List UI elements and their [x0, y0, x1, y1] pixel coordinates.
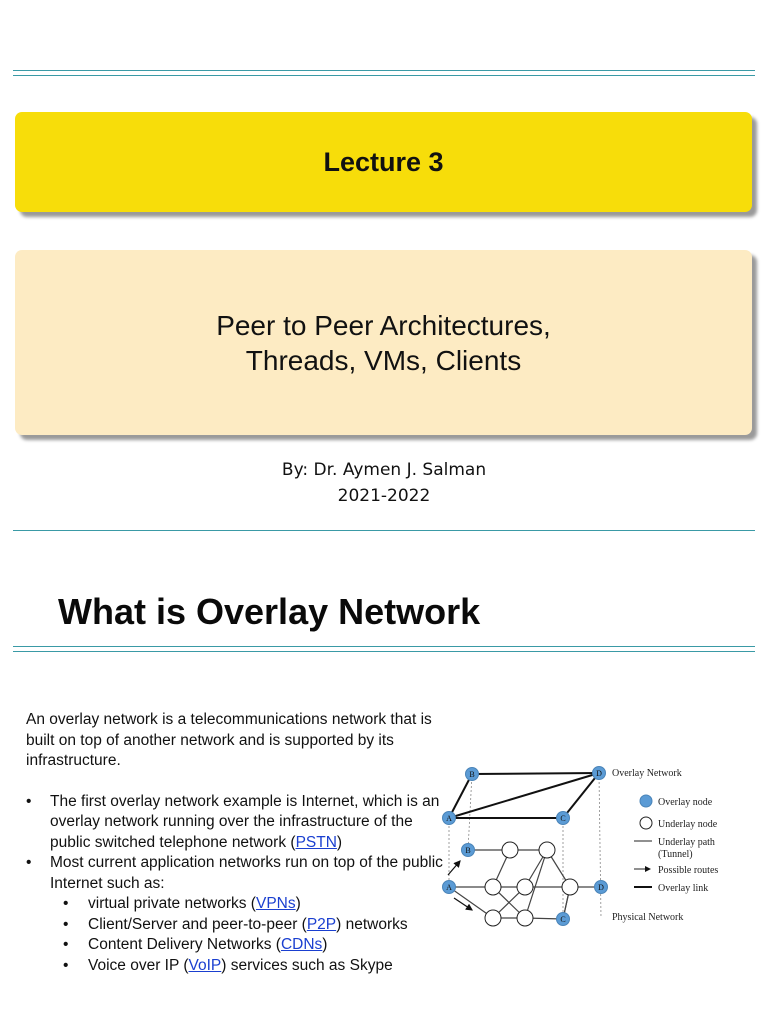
slide-body — [26, 710, 446, 976]
legend-underlay-node: Underlay node — [658, 819, 718, 830]
subtitle-banner — [15, 250, 752, 435]
bullet-internet — [26, 792, 446, 854]
overlay-network-label: Overlay Network — [612, 768, 682, 779]
author-name: By: Dr. Aymen J. Salman — [281, 460, 487, 480]
sub-bullet-text-end: ) — [295, 895, 301, 912]
overlay-node-label: D — [598, 883, 604, 892]
cdn-link[interactable]: CDNs — [280, 936, 323, 953]
overlay-nodes — [443, 767, 608, 926]
legend-underlay-node-swatch — [640, 817, 652, 829]
sub-bullet-text-end: ) networks — [336, 915, 408, 933]
sub-bullet-text-end: ) — [322, 936, 328, 953]
overlay-node-label: B — [465, 846, 471, 855]
slide-heading: What is Overlay Network — [58, 591, 481, 632]
sub-bullet-vpn — [26, 894, 446, 915]
bullet-application-networks: • Most current application networks run on top of the public Internet such as: — [26, 853, 446, 894]
bullet-text: The first overlay network example is Internet, which is an overlay network running over the infrastructure of the public switched telephone network ( — [50, 792, 440, 851]
subtitle-line-2: Threads, VMs, Clients — [245, 344, 522, 376]
p2p-link[interactable]: P2P — [306, 915, 337, 933]
physical-network-label: Physical Network — [612, 912, 684, 923]
sub-bullet-text: Client/Server and peer-to-peer ( — [88, 915, 307, 933]
sub-bullet-p2p — [26, 915, 446, 936]
overlay-node-label: C — [560, 915, 566, 924]
heading-divider — [13, 646, 755, 652]
legend-underlay-path: Underlay path — [658, 837, 715, 848]
intro-paragraph: An overlay network is a telecommunications network that is built on top of another network and is supported by its infrastructure. — [26, 711, 432, 769]
subtitle-line-1: Peer to Peer Architectures, — [216, 309, 551, 341]
slide-separator — [13, 530, 755, 531]
vpn-link[interactable]: VPNs — [255, 895, 296, 912]
sub-bullet-voip — [26, 956, 446, 977]
voip-link[interactable]: VoIP — [188, 956, 222, 974]
overlay-node-label: D — [596, 769, 602, 778]
legend-overlay-node-swatch — [640, 795, 652, 807]
overlay-network-diagram — [436, 760, 746, 935]
lecture-title-banner — [15, 112, 752, 212]
legend-possible-routes: Possible routes — [658, 865, 719, 876]
legend-overlay-link: Overlay link — [658, 883, 709, 894]
legend-tunnel: (Tunnel) — [658, 849, 693, 860]
sub-bullet-text: Content Delivery Networks ( — [88, 936, 281, 953]
academic-year: 2021-2022 — [337, 486, 431, 506]
top-divider — [13, 70, 755, 76]
legend-overlay-node: Overlay node — [658, 797, 713, 808]
sub-bullet-text: Voice over IP ( — [88, 956, 189, 974]
overlay-node-label: B — [469, 770, 475, 779]
lecture-title: Lecture 3 — [323, 146, 444, 177]
legend — [634, 795, 718, 894]
sub-bullet-text-end: ) services such as Skype — [221, 956, 393, 974]
overlay-node-label: C — [560, 814, 566, 823]
sub-bullet-text: virtual private networks ( — [88, 895, 256, 912]
overlay-node-label: A — [446, 883, 452, 892]
sub-bullet-cdn — [26, 935, 446, 956]
bullet-text-end: ) — [336, 833, 343, 851]
overlay-node-label: A — [446, 814, 452, 823]
lecture-subtitle — [216, 308, 551, 378]
pstn-link[interactable]: PSTN — [295, 833, 337, 851]
